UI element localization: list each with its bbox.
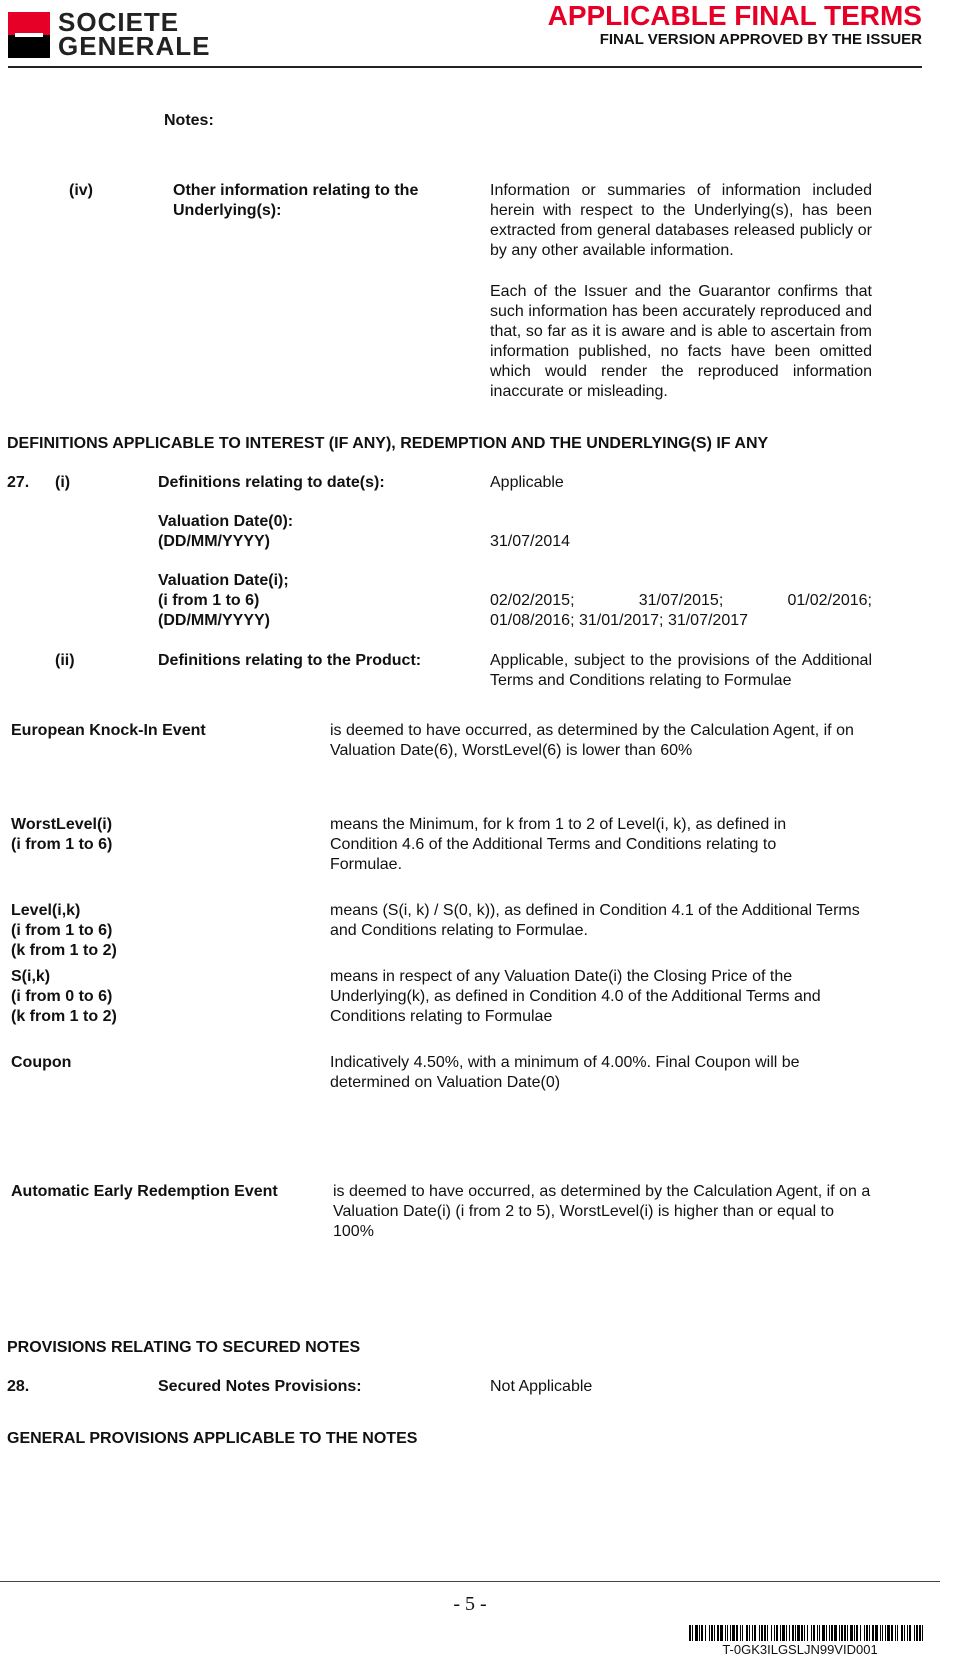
barcode-icon	[689, 1625, 924, 1641]
item-27-sub-ii: (ii)	[55, 652, 75, 669]
barcode-bar	[907, 1625, 908, 1641]
barcode-bar	[822, 1625, 825, 1641]
barcode-bar	[909, 1625, 911, 1641]
item-27-sub-i: (i)	[55, 474, 71, 491]
s-ik-text: means in respect of any Valuation Date(i) the Closing Price of the Underlying(k), as defined in Condition 4.0 of the Additional Terms and Conditions relating to Formulae	[330, 968, 821, 1025]
logo-wordmark	[58, 7, 211, 61]
barcode-bar	[891, 1625, 893, 1641]
barcode-bar	[880, 1625, 881, 1641]
barcode-bar	[864, 1625, 865, 1641]
worstlevel-term-line2: (i from 1 to 6)	[11, 836, 113, 853]
barcode-bar	[882, 1625, 883, 1641]
barcode-bar	[904, 1625, 905, 1641]
barcode-bar	[801, 1625, 803, 1641]
barcode-bar	[767, 1625, 768, 1641]
barcode-bar	[746, 1625, 748, 1641]
valuation-date-3: 01/02/2016;	[787, 592, 872, 609]
barcode-bar	[819, 1625, 820, 1641]
item-27-label: Definitions relating to date(s):	[158, 474, 385, 491]
barcode-bar	[732, 1625, 735, 1641]
logo-text-line1: SOCIETE	[58, 7, 180, 37]
valuation-date-i-label-line3: (DD/MM/YYYY)	[158, 612, 270, 629]
product-definitions-value: Applicable, subject to the provisions of the Additional Terms and Conditions relating to Formulae	[490, 652, 872, 689]
level-term	[11, 901, 117, 961]
barcode-bar	[839, 1625, 840, 1641]
barcode-bar	[740, 1625, 741, 1641]
barcode-bar	[813, 1625, 815, 1641]
barcode-bar	[807, 1625, 808, 1641]
valuation-date-0-label-line2: (DD/MM/YYYY)	[158, 533, 270, 550]
valuation-date-i-label	[158, 571, 289, 631]
barcode-bar	[720, 1625, 723, 1641]
valuation-date-0-label	[158, 512, 293, 552]
level-text: means (S(i, k) / S(0, k)), as defined in Condition 4.1 of the Additional Terms and Conditions relating to Formulae.	[330, 902, 860, 939]
valuation-date-i-label-line1: Valuation Date(i);	[158, 572, 289, 589]
barcode-bar	[869, 1625, 870, 1641]
item-27-value: Applicable	[490, 474, 564, 491]
barcode-bar	[854, 1625, 855, 1641]
barcode-bar	[789, 1625, 790, 1641]
coupon-term: Coupon	[11, 1054, 72, 1071]
header-rule	[8, 66, 922, 68]
s-ik-term-line2: (i from 0 to 6)	[11, 988, 113, 1005]
barcode-bar	[754, 1625, 756, 1641]
barcode-bar	[875, 1625, 878, 1641]
item-iv-label	[173, 181, 473, 221]
level-term-line3: (k from 1 to 2)	[11, 942, 117, 959]
barcode-bar	[797, 1625, 800, 1641]
barcode-bar	[780, 1625, 781, 1641]
barcode-bar	[916, 1625, 918, 1641]
barcode-bar	[709, 1625, 710, 1641]
section-secured-heading: PROVISIONS RELATING TO SECURED NOTES	[7, 1339, 361, 1356]
item-iv-number: (iv)	[69, 182, 93, 199]
valuation-date-0-label-line1: Valuation Date(0):	[158, 513, 294, 530]
barcode-bar	[914, 1625, 915, 1641]
barcode-bar	[771, 1625, 772, 1641]
item-28-value: Not Applicable	[490, 1378, 593, 1395]
barcode-bar	[714, 1625, 715, 1641]
barcode-bar	[901, 1625, 903, 1641]
european-knock-in-term: European Knock-In Event	[11, 722, 206, 739]
level-term-line1: Level(i,k)	[11, 902, 81, 919]
barcode-bar	[811, 1625, 812, 1641]
section-general-heading: GENERAL PROVISIONS APPLICABLE TO THE NOTES	[7, 1430, 418, 1447]
logo-mark	[8, 12, 50, 58]
barcode-bar	[725, 1625, 726, 1641]
european-knock-in-text: is deemed to have occurred, as determined by the Calculation Agent, if on Valuation Date(6), WorstLevel(6) is lower than 60%	[330, 722, 854, 759]
valuation-date-0-value: 31/07/2014	[490, 533, 571, 550]
barcode-bar	[792, 1625, 794, 1641]
page-number: - 5 -	[453, 1593, 487, 1615]
barcode-bar	[860, 1625, 861, 1641]
barcode-bar	[705, 1625, 706, 1641]
barcode-bar	[895, 1625, 896, 1641]
barcode-bar	[885, 1625, 886, 1641]
barcode-bar	[776, 1625, 778, 1641]
barcode-bar	[872, 1625, 874, 1641]
coupon-text: Indicatively 4.50%, with a minimum of 4.00%. Final Coupon will be determined on Valuation Date(0)	[330, 1054, 800, 1091]
barcode-bar	[817, 1625, 818, 1641]
valuation-date-i-label-line2: (i from 1 to 6)	[158, 592, 260, 609]
barcode-bar	[804, 1625, 805, 1641]
header-subtitle: FINAL VERSION APPROVED BY THE ISSUER	[599, 31, 922, 48]
barcode-bar	[711, 1625, 713, 1641]
valuation-date-i-value-line2: 01/08/2016; 31/01/2017; 31/07/2017	[490, 612, 749, 629]
product-definitions-label: Definitions relating to the Product:	[158, 652, 422, 669]
barcode-bar	[695, 1625, 698, 1641]
barcode-bar	[761, 1625, 763, 1641]
barcode-bar	[919, 1625, 921, 1641]
barcode-bar	[897, 1625, 898, 1641]
barcode-bar	[786, 1625, 787, 1641]
barcode-bar	[752, 1625, 753, 1641]
barcode-bar	[831, 1625, 833, 1641]
barcode-bar	[829, 1625, 830, 1641]
barcode-bar	[844, 1625, 846, 1641]
barcode-bar	[736, 1625, 738, 1641]
barcode-bar	[922, 1625, 923, 1641]
valuation-date-1: 02/02/2015;	[490, 592, 575, 609]
barcode-bar	[701, 1625, 703, 1641]
automatic-early-redemption-text: is deemed to have occurred, as determined by the Calculation Agent, if on a Valuation Date(i) (i from 2 to 5), WorstLevel(i) is higher than or equal to 100%	[333, 1183, 871, 1240]
s-ik-term-line1: S(i,k)	[11, 968, 51, 985]
item-iv-label-line1: Other information relating to the	[173, 182, 419, 199]
item-iv-para2: Each of the Issuer and the Guarantor confirms that such information has been accurately reproduced and that, so far as it is aware and is able to ascertain from information published, no facts have been omitted which would render the reproduced information inaccurate or misleading.	[490, 283, 872, 400]
valuation-date-i-value	[490, 591, 872, 631]
barcode-bar	[856, 1625, 858, 1641]
barcode-bar	[689, 1625, 691, 1641]
barcode-bar	[834, 1625, 837, 1641]
worstlevel-term	[11, 815, 112, 855]
barcode-bar	[749, 1625, 750, 1641]
barcode-bar	[699, 1625, 700, 1641]
barcode-bar	[847, 1625, 848, 1641]
barcode-bar	[850, 1625, 853, 1641]
item-28-number: 28.	[7, 1378, 30, 1395]
barcode-bar	[742, 1625, 743, 1641]
barcode-bar	[717, 1625, 719, 1641]
barcode-bar	[795, 1625, 796, 1641]
section-definitions-heading: DEFINITIONS APPLICABLE TO INTEREST (IF ANY), REDEMPTION AND THE UNDERLYING(S) IF ANY	[7, 435, 769, 452]
s-ik-term	[11, 967, 117, 1027]
worstlevel-text: means the Minimum, for k from 1 to 2 of Level(i, k), as defined in Condition 4.6 of the Additional Terms and Conditions relating to Formulae.	[330, 816, 787, 873]
header-title: APPLICABLE FINAL TERMS	[547, 0, 922, 31]
barcode-bar	[887, 1625, 890, 1641]
barcode-bar	[692, 1625, 693, 1641]
valuation-date-2: 31/07/2015;	[638, 592, 724, 609]
barcode-bar	[727, 1625, 728, 1641]
item-iv-para1: Information or summaries of information included herein with respect to the Underlying(s), has been extracted from general databases released publicly or by any other available information.	[490, 182, 872, 259]
barcode-bar	[759, 1625, 760, 1641]
barcode-text: T-0GK3ILGSLJN99VID001	[722, 1642, 878, 1657]
level-term-line2: (i from 1 to 6)	[11, 922, 113, 939]
footer-rule	[0, 1581, 940, 1582]
logo-text-line2: GENERALE	[58, 31, 211, 61]
s-ik-term-line3: (k from 1 to 2)	[11, 1008, 117, 1025]
notes-label: Notes:	[164, 112, 214, 129]
item-27-number: 27.	[7, 474, 30, 491]
worstlevel-term-line1: WorstLevel(i)	[11, 816, 113, 833]
barcode-bar	[774, 1625, 775, 1641]
item-28-label: Secured Notes Provisions:	[158, 1378, 362, 1395]
barcode-bar	[764, 1625, 766, 1641]
valuation-date-i-value-line1	[490, 591, 872, 611]
barcode-bar	[730, 1625, 731, 1641]
barcode-bar	[866, 1625, 868, 1641]
item-iv-label-line2: Underlying(s):	[173, 202, 282, 219]
barcode-bar	[782, 1625, 785, 1641]
barcode-bar	[826, 1625, 827, 1641]
barcode-bar	[841, 1625, 843, 1641]
automatic-early-redemption-term: Automatic Early Redemption Event	[11, 1183, 278, 1200]
